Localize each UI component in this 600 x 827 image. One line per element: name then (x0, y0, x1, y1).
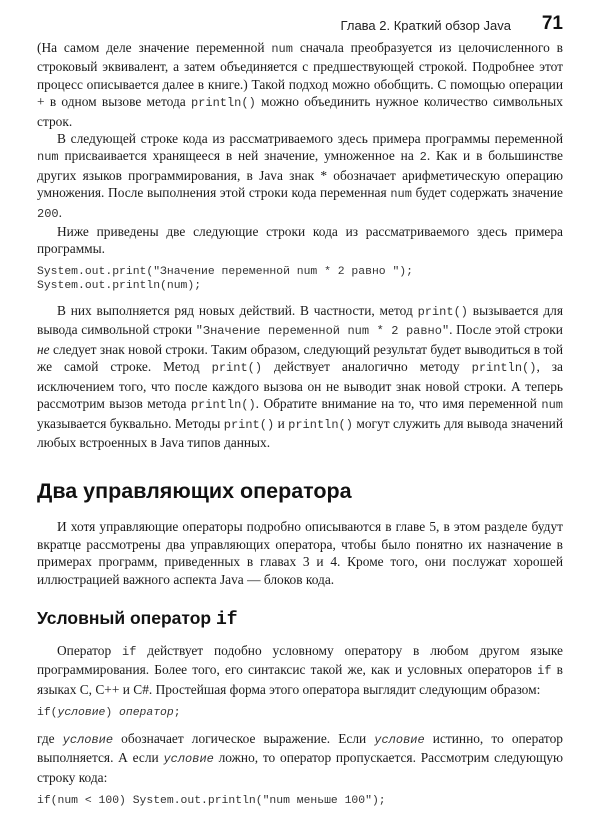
code-block-1 (37, 265, 563, 294)
code-block-3 (37, 794, 563, 809)
page-number: 71 (541, 13, 563, 34)
paragraph-5: И хотя управляющие операторы подробно описываются в главе 5, в этом разделе будут вкратце рассмотрены два управляющих оператора, чтобы было понятно их назначение в примерах программ, приведенных в главах 3 и 4. Кроме того, они послужат хорошей иллюстрацией важного аспекта Java — блоков кода. (37, 519, 563, 587)
section-heading: Два управляющих оператора (37, 479, 352, 504)
paragraph-1: (На самом деле значение переменной num сначала преобразуется из целочисленного в строковый эквивалент, а затем объединяется с предшествующей строкой. Подробнее этот процесс описывается далее в книге.) Такой подход можно обобщить. С помощью операции + в одном вызове метода println() можно объединить нужное количество символьных строк. (37, 40, 563, 129)
running-header (37, 12, 563, 38)
chapter-title: Глава 2. Краткий обзор Java (340, 18, 511, 33)
book-page (37, 12, 563, 809)
code-line: System.out.print("Значение переменной num * 2 равно "); (37, 265, 413, 278)
paragraph-6: Оператор if действует подобно условному оператору в любом другом языке программирования. Более того, его синтаксис такой же, как и условных операторов if в языках С, C++ и C#. Простейшая форма этого оператора выглядит следующим образом: (37, 642, 564, 697)
paragraph-7: где условие обозначает логическое выражение. Если условие истинно, то оператор выполняется. А если условие ложно, то оператор пропускается. Рассмотрим следующую строку кода: (37, 730, 563, 785)
subsection-heading: Условный оператор if (37, 607, 238, 630)
paragraph-2: В следующей строке кода из рассматриваемого здесь примера программы переменной num присваивается хранящееся в ней значение, умноженное на 2. Как и в большинстве других языков программирования, в Java знак * обозначает арифметическую операцию умножения. После выполнения этой строки кода переменная num будет содержать значение 200. (37, 131, 563, 221)
code-block-2: if(условие) оператор; (37, 707, 181, 720)
paragraph-4: В них выполняется ряд новых действий. В частности, метод print() вызывается для вывода символьной строки "Значение переменной num * 2 равно". После этой строки не следует знак новой строки. Таким образом, следующий результат будет выводиться в той же самой строке. Метод print() действует аналогично методу println(), за исключением того, что после каждого вызова он не выводит знак новой строки. А теперь рассмотрим вызов метода println(). Обратите внимание на то, что имя переменной num указывается буквально. Методы print() и println() могут служить для вывода значений любых встроенных в Java типов данных. (37, 303, 564, 450)
code-line: System.out.println(num); (37, 280, 202, 293)
paragraph-3: Ниже приведены две следующие строки кода из рассматриваемого здесь примера программы. (37, 224, 563, 257)
code-line: if(num < 100) System.out.println("num меньше 100"); (37, 794, 386, 807)
